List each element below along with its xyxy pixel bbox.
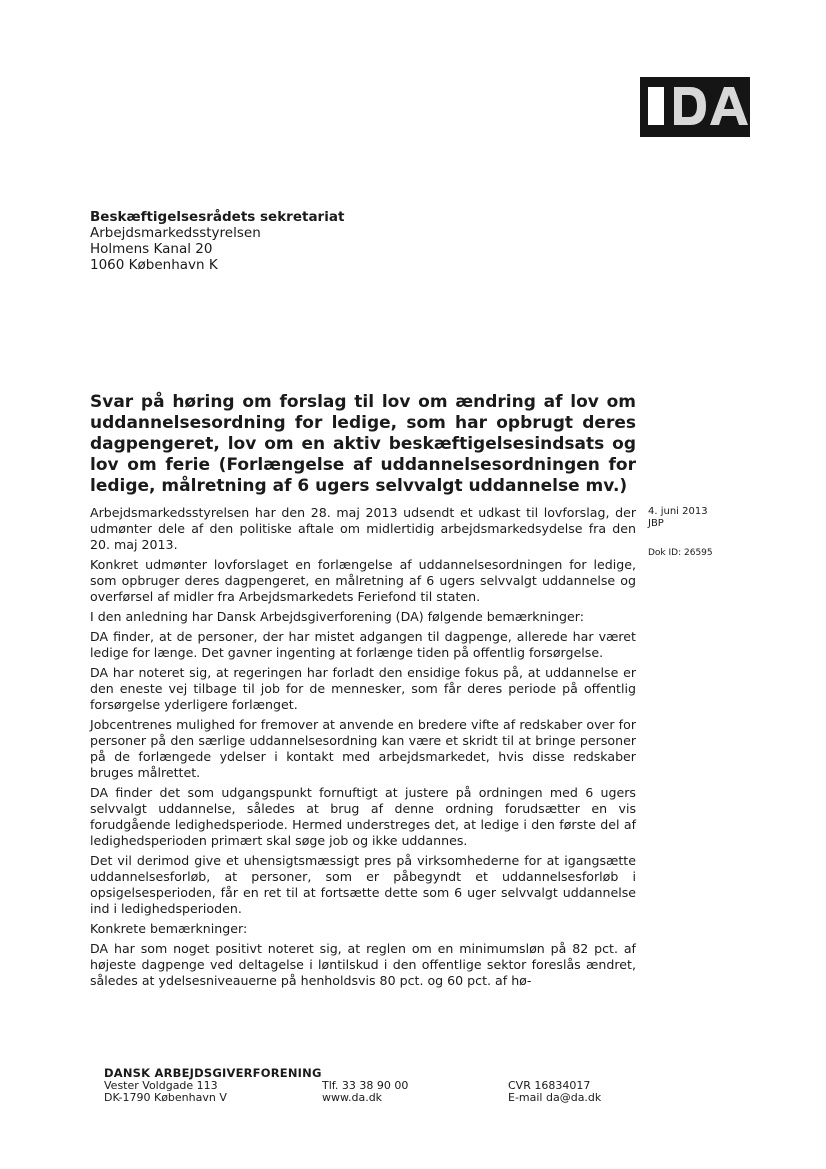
letter-footer xyxy=(104,1067,601,1105)
footer-phone: Tlf. 33 38 90 00 xyxy=(322,1078,409,1092)
document-id: Dok ID: 26595 xyxy=(648,548,713,558)
footer-website: www.da.dk xyxy=(322,1091,383,1104)
paragraph: I den anledning har Dansk Arbejdsgiverforening (DA) følgende bemærkninger: xyxy=(90,609,584,624)
paragraph: Arbejdsmarkedsstyrelsen har den 28. maj 2013 udsendt et udkast til lovforslag, der udmønter dele af den politiske aftale om midlertidig arbejdsmarkedsydelse fra den 20. maj 2013. xyxy=(90,505,636,552)
footer-cvr: CVR 16834017 xyxy=(508,1078,591,1092)
paragraph: DA finder det som udgangspunkt fornuftigt at justere på ordningen med 6 ugers selvvalgt uddannelse, således at brug af denne ordning forudsætter en vis forudgående ledighedsperiode. Hermed understreges det, at ledige i den første del af ledighedsperioden primært skal søge job og ikke uddannes. xyxy=(90,785,636,848)
letter-body xyxy=(90,505,636,993)
recipient-org: Beskæftigelsesrådets sekretariat xyxy=(90,209,345,225)
letter-date: 4. juni 2013 xyxy=(648,506,708,517)
recipient-address xyxy=(90,209,344,273)
author-initials: JBP xyxy=(648,518,664,529)
paragraph: Det vil derimod give et uhensigtsmæssigt pres på virksomhederne for at igangsætte uddannelsesforløb, at personer, som er påbegyndt et uddannelsesforløb i opsigelsesperioden, får en ret til at fortsætte dette som 6 uger selvvalgt uddannelse ind i ledighedsperioden. xyxy=(90,853,636,916)
letter-title: Svar på høring om forslag til lov om ændring af lov om uddannelsesordning for ledige, som har opbrugt deres dagpengeret, lov om en aktiv beskæftigelsesindsats og lov om ferie (Forlængelse af uddannelsesordningen for ledige, målretning af 6 ugers selvvalgt uddannelse mv.) xyxy=(90,392,636,496)
paragraph: DA har som noget positivt noteret sig, at reglen om en minimumsløn på 82 pct. af højeste dagpenge ved deltagelse i løntilskud i den offentlige sektor foreslås ændret, således at ydelsesniveauerne på henholdsvis 80 pct. og 60 pct. af hø- xyxy=(90,941,636,988)
footer-address: DK-1790 København V xyxy=(104,1091,227,1104)
recipient-line: 1060 København K xyxy=(90,257,218,273)
da-logo xyxy=(640,77,750,137)
paragraph: Konkrete bemærkninger: xyxy=(90,921,248,936)
paragraph: DA finder, at de personer, der har mistet adgangen til dagpenge, allerede har været ledige for længe. Det gavner ingenting at forlænge tiden på offentlig forsørgelse. xyxy=(90,629,636,660)
recipient-line: Arbejdsmarkedsstyrelsen xyxy=(90,225,261,241)
recipient-line: Holmens Kanal 20 xyxy=(90,241,213,257)
footer-email: E-mail da@da.dk xyxy=(508,1091,602,1104)
paragraph: DA har noteret sig, at regeringen har forladt den ensidige fokus på, at uddannelse er den eneste vej tilbage til job for de mennesker, som får deres periode på offentlig forsørgelse yderligere forlænget. xyxy=(90,665,636,712)
paragraph: Konkret udmønter lovforslaget en forlængelse af uddannelsesordningen for ledige, som opbruger deres dagpengeret, en målretning af 6 ugers selvvalgt uddannelse og overførsel af midler fra Arbejdsmarkedets Feriefond til staten. xyxy=(90,557,636,604)
paragraph: Jobcentrenes mulighed for fremover at anvende en bredere vifte af redskaber over for personer på den særlige uddannelsesordning kan være et skridt til at bringe personer på de forlængede ydelser i kontakt med arbejdsmarkedet, hvis disse redskaber bruges målrettet. xyxy=(90,717,636,780)
footer-address: Vester Voldgade 113 xyxy=(104,1078,218,1092)
footer-org-name: DANSK ARBEJDSGIVERFORENING xyxy=(104,1066,322,1080)
letter-meta xyxy=(648,506,713,559)
